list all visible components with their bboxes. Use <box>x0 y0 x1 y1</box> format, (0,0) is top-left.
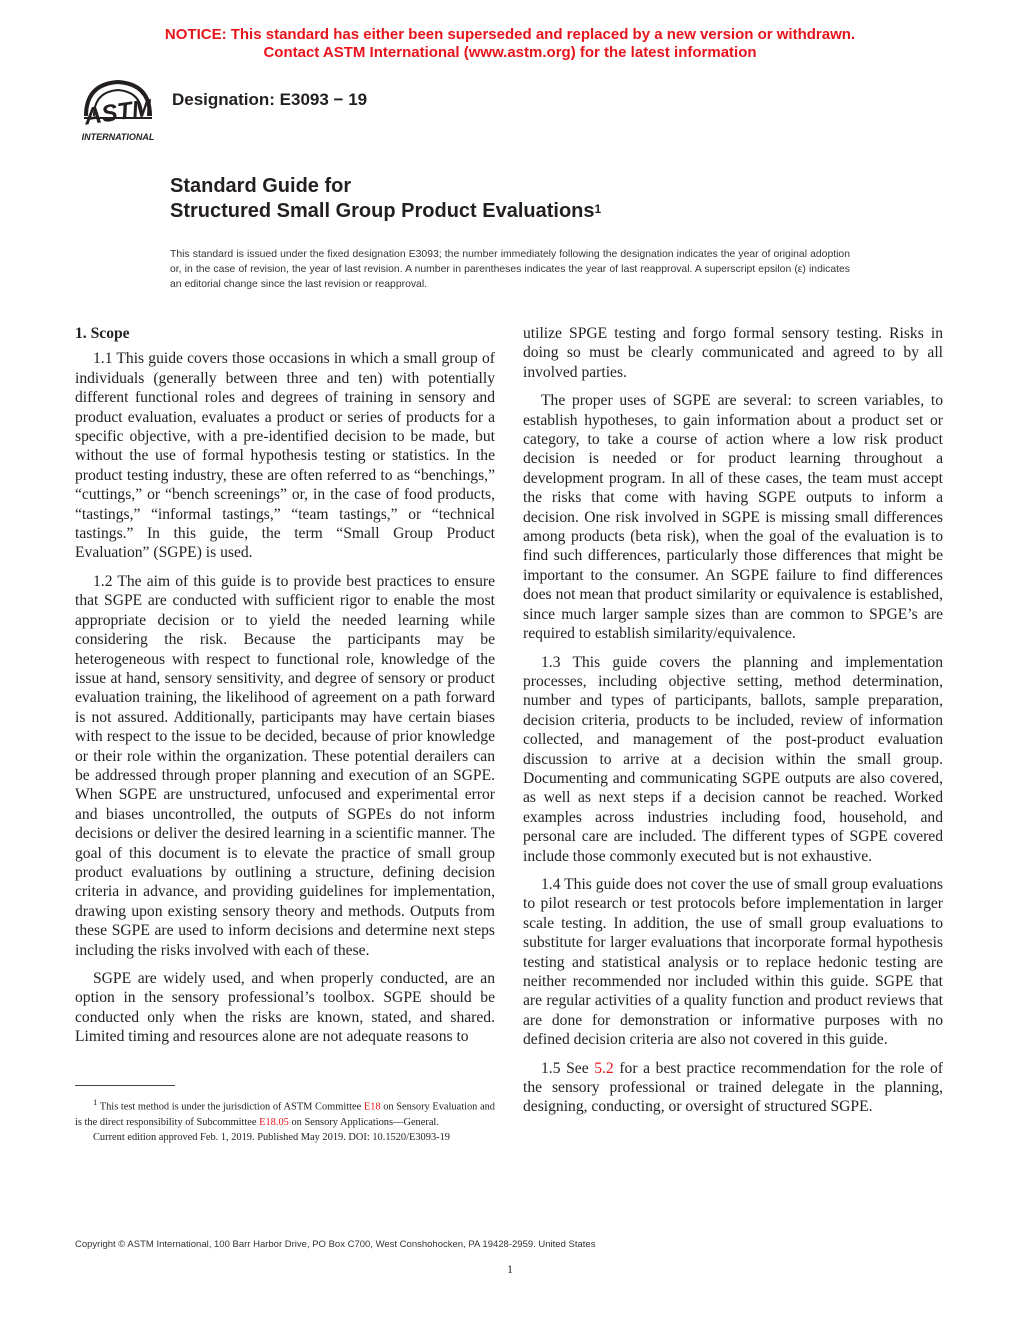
title-footnote-ref[interactable]: 1 <box>594 202 602 216</box>
title-line-1: Standard Guide for <box>170 175 352 197</box>
title-main: Structured Small Group Product Evaluations <box>170 200 595 222</box>
footnote-divider <box>75 1085 175 1086</box>
title-line-2 <box>170 199 601 224</box>
paragraph-1-2d: The proper uses of SGPE are several: to screen variables, to establish hypotheses, to gain information about a product set or category, to take a course of action where a low risk product decision is needed or for product learning throughout a development program. In all of these cases, the team must accept the risks that come with having SGPE outputs to inform a decision. One risk involved in SGPE is missing small differences among products (beta risk), when the goal of the evaluation is to find such differences, particularly those differences that might be important to the consumer. An SGPE failure to find differences does not mean that product similarity or equivalence is established, since much larger sample sizes than are common to SPGE’s are required to establish similarity/equivalence. <box>523 392 943 643</box>
footnote-text-b: on Sensory Evaluation and is the direct responsibility of Subcommittee <box>75 1101 495 1128</box>
subcommittee-e18-05-link[interactable]: E18.05 <box>259 1116 289 1128</box>
paragraph-1-2b: SGPE are widely used, and when properly conducted, are an option in the sensory professional’s toolbox. SGPE should be conducted only when the risks are known, stated, and shared. Limited timing and resources alone are not adequate reasons to <box>75 970 495 1046</box>
paragraph-1-2: 1.2 The aim of this guide is to provide best practices to ensure that SGPE are conducted with sufficient rigor to enable the most appropriate decision or to yield the needed learning while considering the risk. Because the participants may be heterogeneous with respect to functional role, knowledge of the issue at hand, sensory sensitivity, and degree of sensory or product evaluation training, the likelihood of agreement on a path forward is not assured. Additionally, participants may have certain biases with respect to the issue to be decided, because of prior knowledge or their role within the organization. These potential derailers can be addressed through proper planning and execution of an SGPE. When SGPE are unstructured, unfocused and experimental error and biases uncontrolled, the outputs of SGPEs do not inform decisions or deliver the desired learning in a scientific manner. The goal of this document is to elevate the practice of small group product evaluations by outlining a structure, defining decision criteria in advance, and providing guidelines for implementation, drawing upon existing sensory theory and methods. Outputs from these SGPE are used to inform decisions and determine next steps including the risks involved with each of these. <box>75 572 495 959</box>
footnote <box>75 1095 495 1146</box>
designation: Designation: E3093 − 19 <box>172 90 368 109</box>
p1-5-pre: 1.5 See <box>541 1059 595 1077</box>
notice-line-1: NOTICE: This standard has either been superseded and replaced by a new version or withdrawn. <box>164 26 856 43</box>
issuance-note: This standard is issued under the fixed designation E3093; the number immediately following the designation indicates the year of original adoption or, in the case of revision, the year of last revision. A number in parentheses indicates the year of last reapproval. A superscript epsilon (ε) indicates an editorial change since the last revision or reapproval. <box>170 249 850 290</box>
astm-logo-mark <box>76 76 160 144</box>
footnote-mark: 1 <box>93 1097 98 1107</box>
logo-text: ASTM <box>82 94 154 131</box>
footnote-1 <box>75 1095 495 1130</box>
astm-logo <box>76 76 160 144</box>
copyright-line: Copyright © ASTM International, 100 Barr Harbor Drive, PO Box C700, West Conshohocken, PA 19428-2959. United States <box>75 1239 596 1250</box>
footnote-text-a: This test method is under the jurisdiction of ASTM Committee <box>97 1101 364 1113</box>
notice-line-2: Contact ASTM International (www.astm.org) for the latest information <box>263 44 757 61</box>
right-column <box>523 324 943 1126</box>
left-column <box>75 324 495 1056</box>
committee-e18-link[interactable]: E18 <box>363 1101 381 1113</box>
paragraph-1-4: 1.4 This guide does not cover the use of small group evaluations to pilot research or test protocols before implementation in larger scale testing. In addition, the use of small group evaluations to substitute for larger evaluations that incorporate formal hypothesis testing and statistical analysis or to replace hedonic testing are neither recommended nor included within this guide. SGPE that are regular activities of a quality function and product reviews that are done for demonstration or informative purposes with no defined decision criteria are also not covered in this guide. <box>523 875 943 1049</box>
paragraph-1-3: 1.3 This guide covers the planning and implementation processes, including objective setting, method determination, number and types of participants, ballots, sample preparation, decision criteria, products to be included, review of information collected, and management of the post-product evaluation discussion to arrive at a decision within the small group. Documenting and communicating SGPE outputs are also covered, as well as next steps if a decision cannot be reached. Worked examples across industries including food, household, and personal care are included. The different types of SGPE covered include those commonly executed but is not exhaustive. <box>523 653 943 865</box>
page-number: 1 <box>507 1262 513 1276</box>
footnote-text-c: on Sensory Applications—General. <box>288 1116 439 1128</box>
document-title <box>170 174 601 224</box>
footnote-edition: Current edition approved Feb. 1, 2019. Published May 2019. DOI: 10.1520/E3093-19 <box>93 1132 450 1144</box>
paragraph-1-5 <box>523 1059 943 1117</box>
logo-subtext: INTERNATIONAL <box>81 132 155 142</box>
section-5-2-link[interactable]: 5.2 <box>594 1059 614 1077</box>
p1-5-post: for a best practice recommendation for the role of the sensory professional or trained delegate in the planning, designing, conducting, or oversight of structured SGPE. <box>523 1059 944 1116</box>
withdrawal-notice <box>0 26 1020 62</box>
section-heading-scope: 1. Scope <box>75 325 130 342</box>
paragraph-1-2c: utilize SPGE testing and forgo formal sensory testing. Risks in doing so must be clearly communicated and agreed to by all involved parties. <box>523 325 943 381</box>
paragraph-1-1: 1.1 This guide covers those occasions in which a small group of individuals (generally between three and ten) with potentially different functional roles and degrees of training in sensory and product evaluation, evaluates a product or series of products for a specific objective, with a pre-identified decision to be made, but without the use of formal hypothesis testing or statistics. In the product testing industry, these are often referred to as “benchings,” “cuttings,” or “bench screenings” or, in the case of food products, “tastings,” “informal tastings,” “team tastings,” or “technical tastings.” In this guide, the term “Small Group Product Evaluation” (SGPE) is used. <box>75 350 495 562</box>
